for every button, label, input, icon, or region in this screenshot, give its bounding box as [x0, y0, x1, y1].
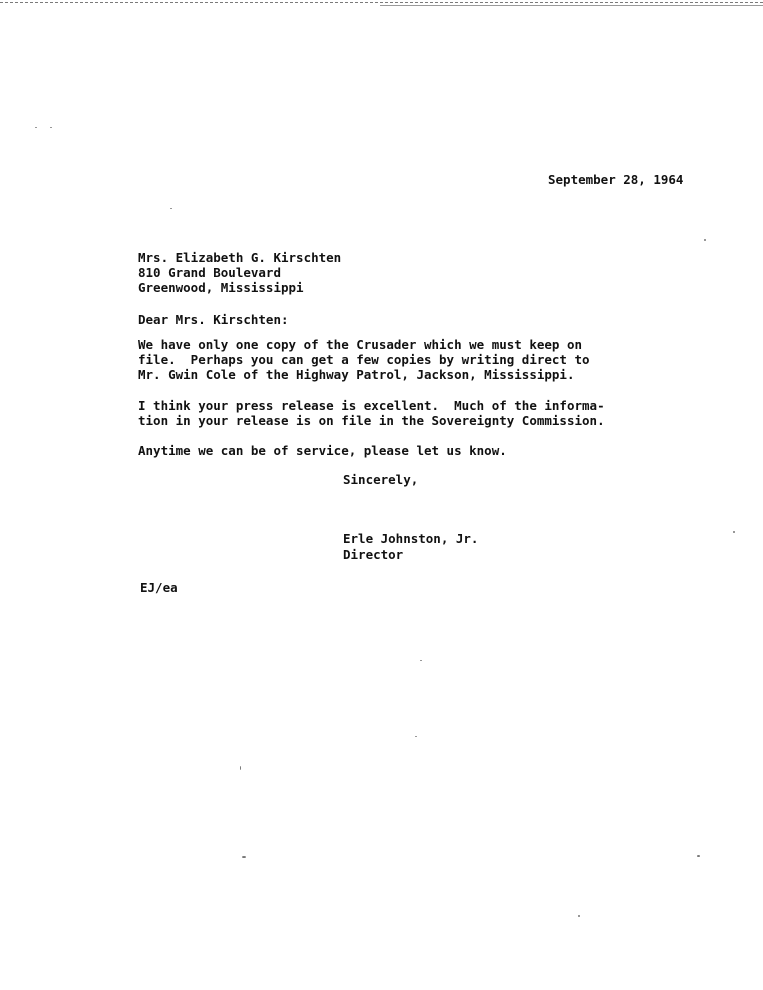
paragraph2-line2: tion in your release is on file in the Sovereignty Commission. — [138, 413, 605, 428]
scan-speck — [578, 915, 580, 917]
paragraph1-line3: Mr. Gwin Cole of the Highway Patrol, Jackson, Mississippi. — [138, 367, 575, 382]
scan-speck — [733, 531, 735, 533]
scan-speck — [170, 208, 172, 209]
scan-speck — [704, 239, 706, 241]
paragraph1-line1: We have only one copy of the Crusader which we must keep on — [138, 337, 583, 352]
recipient-name: Mrs. Elizabeth G. Kirschten — [138, 250, 342, 265]
scan-speck — [35, 127, 37, 128]
paragraph1-line2: file. Perhaps you can get a few copies by writing direct to — [138, 352, 590, 367]
scan-speck — [242, 856, 246, 858]
scan-speck — [420, 660, 422, 661]
scan-speck — [415, 736, 417, 737]
top-edge-rule-secondary — [380, 5, 763, 6]
salutation: Dear Mrs. Kirschten: — [138, 312, 289, 327]
recipient-city: Greenwood, Mississippi — [138, 280, 304, 295]
complimentary-closing: Sincerely, — [343, 472, 419, 487]
scan-speck — [240, 766, 241, 770]
signer-name: Erle Johnston, Jr. — [343, 531, 479, 546]
scan-speck — [697, 855, 700, 857]
paragraph2-line1: I think your press release is excellent. Much of the informa- — [138, 398, 605, 413]
top-edge-rule — [0, 2, 763, 3]
scan-speck — [50, 127, 52, 128]
signer-title: Director — [343, 547, 404, 562]
paragraph3: Anytime we can be of service, please let us know. — [138, 443, 507, 458]
letter-date: September 28, 1964 — [548, 172, 684, 187]
reference-initials: EJ/ea — [140, 580, 178, 595]
recipient-street: 810 Grand Boulevard — [138, 265, 281, 280]
